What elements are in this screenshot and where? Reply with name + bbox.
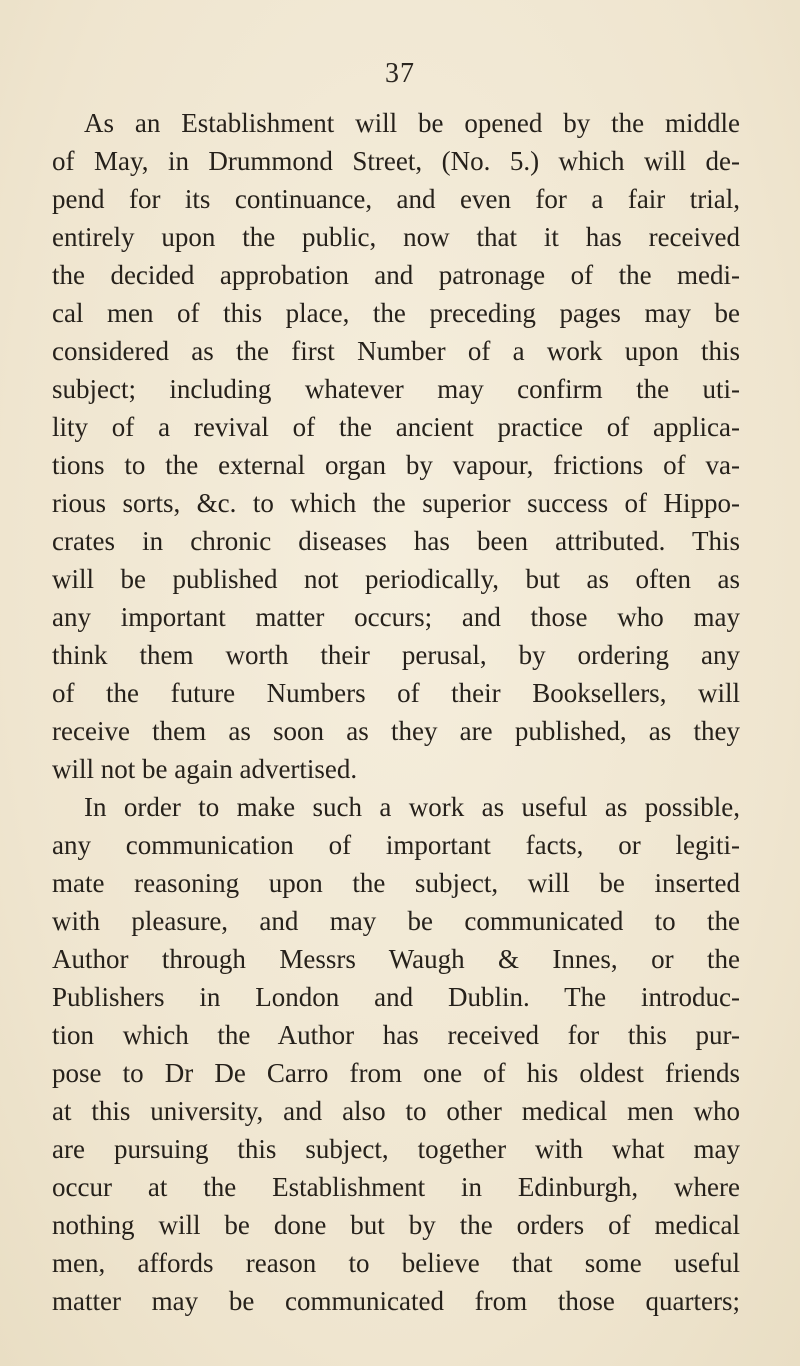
text-line: with pleasure, and may be communicated to the	[52, 906, 740, 936]
text-line: receive them as soon as they are published, as they	[52, 716, 740, 746]
text-line: think them worth their perusal, by ordering any	[52, 640, 740, 670]
text-line: occur at the Establishment in Edinburgh, where	[52, 1172, 740, 1202]
text-line: rious sorts, &c. to which the superior success of Hippo-	[52, 488, 740, 518]
text-line: pend for its continuance, and even for a fair trial,	[52, 184, 740, 214]
text-line: men, affords reason to believe that some useful	[52, 1248, 740, 1278]
paragraph-1	[52, 104, 740, 788]
body-text	[52, 104, 740, 1320]
text-line: Author through Messrs Waugh & Innes, or the	[52, 944, 740, 974]
text-line: any communication of important facts, or legiti-	[52, 830, 740, 860]
text-line: nothing will be done but by the orders of medical	[52, 1210, 740, 1240]
text-line: are pursuing this subject, together with what may	[52, 1134, 740, 1164]
text-line: crates in chronic diseases has been attributed. This	[52, 526, 740, 556]
text-line: As an Establishment will be opened by the middle	[84, 108, 740, 138]
text-line: at this university, and also to other medical men who	[52, 1096, 740, 1126]
text-line: of May, in Drummond Street, (No. 5.) which will de-	[52, 146, 740, 176]
text-line: pose to Dr De Carro from one of his oldest friends	[52, 1058, 740, 1088]
paragraph-2	[52, 788, 740, 1320]
text-line: mate reasoning upon the subject, will be inserted	[52, 868, 740, 898]
text-line: matter may be communicated from those quarters;	[52, 1286, 740, 1316]
text-line: of the future Numbers of their Booksellers, will	[52, 678, 740, 708]
text-line: In order to make such a work as useful as possible,	[84, 792, 740, 822]
text-line: any important matter occurs; and those who may	[52, 602, 740, 632]
text-line: tions to the external organ by vapour, frictions of va-	[52, 450, 740, 480]
text-line: lity of a revival of the ancient practice of applica-	[52, 412, 740, 442]
text-line: considered as the first Number of a work upon this	[52, 336, 740, 366]
text-line: the decided approbation and patronage of the medi-	[52, 260, 740, 290]
text-line: Publishers in London and Dublin. The introduc-	[52, 982, 740, 1012]
page-number: 37	[385, 58, 415, 89]
text-line: tion which the Author has received for this pur-	[52, 1020, 740, 1050]
text-line: will not be again advertised.	[52, 754, 358, 784]
text-line: entirely upon the public, now that it has received	[52, 222, 740, 252]
text-line: subject; including whatever may confirm the uti-	[52, 374, 740, 404]
text-line: will be published not periodically, but as often as	[52, 564, 740, 594]
text-line: cal men of this place, the preceding pages may be	[52, 298, 740, 328]
